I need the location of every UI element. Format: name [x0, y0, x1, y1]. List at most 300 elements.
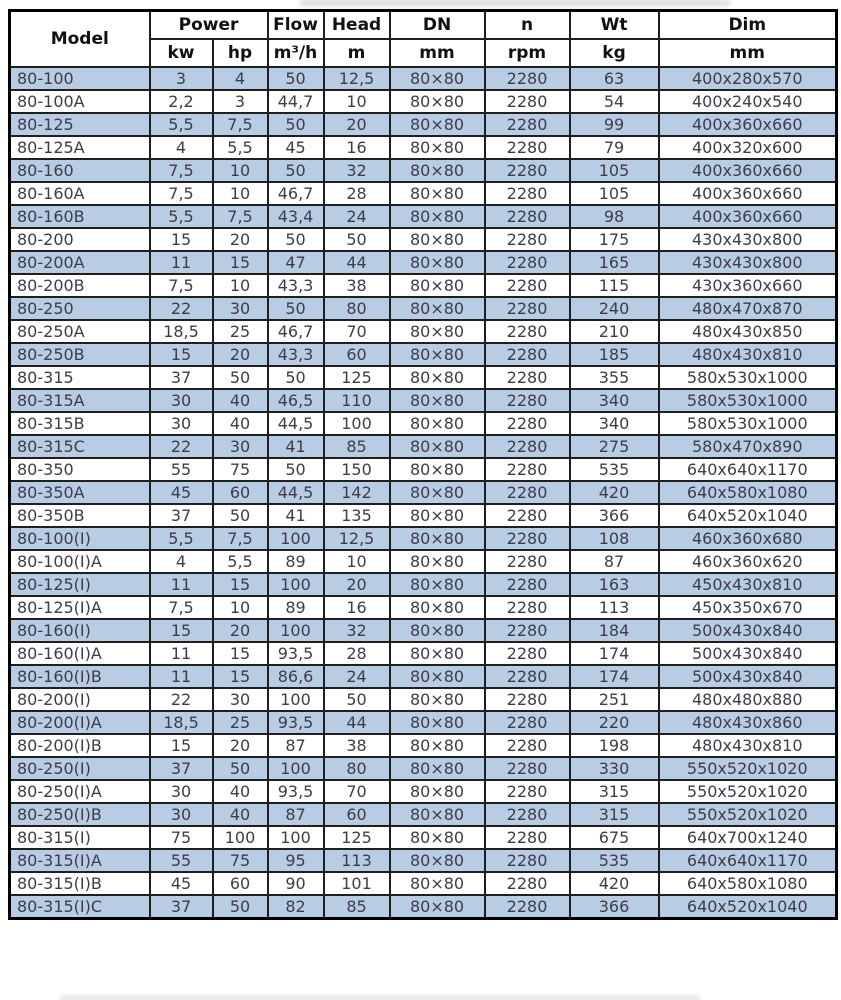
cell-dn: 80×80 [390, 688, 485, 711]
table-row [10, 757, 837, 780]
table-row [10, 274, 837, 297]
cell-hp: 7,5 [213, 113, 268, 136]
cell-dim: 500x430x840 [659, 642, 837, 665]
table-row [10, 320, 837, 343]
table-row [10, 251, 837, 274]
cell-wt: 675 [570, 826, 659, 849]
cell-kw: 15 [150, 228, 213, 251]
cell-hp: 7,5 [213, 205, 268, 228]
cell-kw: 75 [150, 826, 213, 849]
cell-dim: 480x430x810 [659, 343, 837, 366]
cropped-text-artifact-top [300, 0, 730, 6]
cell-kw: 7,5 [150, 159, 213, 182]
header-row-titles [10, 11, 837, 40]
cell-wt: 184 [570, 619, 659, 642]
cell-model: 80-315B [10, 412, 150, 435]
cell-head: 12,5 [324, 67, 390, 90]
cell-dn: 80×80 [390, 780, 485, 803]
cell-rpm: 2280 [485, 343, 570, 366]
cell-hp: 10 [213, 274, 268, 297]
cell-rpm: 2280 [485, 274, 570, 297]
table-row [10, 550, 837, 573]
cell-head: 150 [324, 458, 390, 481]
table-row [10, 642, 837, 665]
cell-model: 80-200(I) [10, 688, 150, 711]
header-dim: Dim [659, 11, 837, 40]
table-row [10, 297, 837, 320]
cell-dim: 580x470x890 [659, 435, 837, 458]
cell-model: 80-315 [10, 366, 150, 389]
cell-kw: 2,2 [150, 90, 213, 113]
cell-rpm: 2280 [485, 849, 570, 872]
cell-model: 80-125A [10, 136, 150, 159]
cell-head: 60 [324, 343, 390, 366]
table-row [10, 895, 837, 919]
cell-dn: 80×80 [390, 297, 485, 320]
cell-wt: 87 [570, 550, 659, 573]
cell-head: 16 [324, 596, 390, 619]
cell-dim: 400x360x660 [659, 182, 837, 205]
cell-hp: 60 [213, 872, 268, 895]
cell-wt: 163 [570, 573, 659, 596]
cell-rpm: 2280 [485, 573, 570, 596]
table-row [10, 780, 837, 803]
cell-rpm: 2280 [485, 435, 570, 458]
cell-dn: 80×80 [390, 412, 485, 435]
cell-wt: 420 [570, 481, 659, 504]
cell-dim: 480x430x850 [659, 320, 837, 343]
cell-hp: 25 [213, 320, 268, 343]
cell-dn: 80×80 [390, 435, 485, 458]
cell-dim: 580x530x1000 [659, 366, 837, 389]
cell-flow: 100 [268, 826, 324, 849]
cell-dn: 80×80 [390, 343, 485, 366]
cell-rpm: 2280 [485, 596, 570, 619]
cell-kw: 18,5 [150, 711, 213, 734]
cell-dim: 400x360x660 [659, 159, 837, 182]
table-row [10, 182, 837, 205]
header-unit-n: rpm [485, 39, 570, 67]
cell-wt: 535 [570, 458, 659, 481]
cell-kw: 15 [150, 734, 213, 757]
cell-model: 80-200B [10, 274, 150, 297]
cell-dim: 480x430x860 [659, 711, 837, 734]
header-unit-flow: m³/h [268, 39, 324, 67]
cell-head: 24 [324, 665, 390, 688]
cell-wt: 108 [570, 527, 659, 550]
cell-dim: 550x520x1020 [659, 780, 837, 803]
cell-kw: 4 [150, 136, 213, 159]
cell-dn: 80×80 [390, 90, 485, 113]
cell-rpm: 2280 [485, 67, 570, 90]
cell-model: 80-160(I) [10, 619, 150, 642]
cell-rpm: 2280 [485, 113, 570, 136]
cell-flow: 100 [268, 688, 324, 711]
cell-hp: 50 [213, 757, 268, 780]
cell-head: 28 [324, 642, 390, 665]
cell-flow: 87 [268, 734, 324, 757]
cell-kw: 37 [150, 895, 213, 919]
cell-flow: 100 [268, 573, 324, 596]
header-unit-wt: kg [570, 39, 659, 67]
table-row [10, 67, 837, 90]
cell-model: 80-250 [10, 297, 150, 320]
cell-head: 125 [324, 826, 390, 849]
table-row [10, 90, 837, 113]
cell-hp: 10 [213, 182, 268, 205]
cell-rpm: 2280 [485, 504, 570, 527]
cell-dn: 80×80 [390, 665, 485, 688]
cell-model: 80-160 [10, 159, 150, 182]
cell-wt: 366 [570, 895, 659, 919]
cell-rpm: 2280 [485, 251, 570, 274]
cell-dim: 450x350x670 [659, 596, 837, 619]
cell-dim: 430x360x660 [659, 274, 837, 297]
cell-model: 80-100A [10, 90, 150, 113]
cell-hp: 15 [213, 251, 268, 274]
cell-kw: 5,5 [150, 205, 213, 228]
cell-flow: 47 [268, 251, 324, 274]
cell-head: 10 [324, 90, 390, 113]
header-unit-dim: mm [659, 39, 837, 67]
cell-head: 10 [324, 550, 390, 573]
cropped-text-artifact-bottom [60, 996, 700, 1000]
cell-model: 80-160(I)B [10, 665, 150, 688]
cell-kw: 30 [150, 803, 213, 826]
cell-flow: 45 [268, 136, 324, 159]
cell-kw: 37 [150, 366, 213, 389]
cell-dim: 400x360x660 [659, 113, 837, 136]
cell-rpm: 2280 [485, 320, 570, 343]
cell-kw: 45 [150, 481, 213, 504]
cell-flow: 95 [268, 849, 324, 872]
cell-wt: 330 [570, 757, 659, 780]
cell-model: 80-315(I)A [10, 849, 150, 872]
pump-spec-table [8, 9, 838, 920]
cell-dim: 460x360x680 [659, 527, 837, 550]
cell-dn: 80×80 [390, 504, 485, 527]
cell-model: 80-160A [10, 182, 150, 205]
cell-wt: 220 [570, 711, 659, 734]
cell-flow: 93,5 [268, 711, 324, 734]
table-row [10, 389, 837, 412]
cell-hp: 30 [213, 297, 268, 320]
cell-flow: 87 [268, 803, 324, 826]
cell-model: 80-315C [10, 435, 150, 458]
cell-kw: 11 [150, 665, 213, 688]
cell-model: 80-250A [10, 320, 150, 343]
cell-rpm: 2280 [485, 872, 570, 895]
cell-hp: 20 [213, 619, 268, 642]
cell-wt: 99 [570, 113, 659, 136]
cell-dn: 80×80 [390, 67, 485, 90]
cell-dim: 400x280x570 [659, 67, 837, 90]
cell-hp: 25 [213, 711, 268, 734]
cell-kw: 11 [150, 573, 213, 596]
cell-dn: 80×80 [390, 113, 485, 136]
cell-wt: 315 [570, 803, 659, 826]
cell-head: 24 [324, 205, 390, 228]
cell-hp: 10 [213, 159, 268, 182]
cell-model: 80-160(I)A [10, 642, 150, 665]
cell-head: 113 [324, 849, 390, 872]
cell-kw: 7,5 [150, 182, 213, 205]
cell-hp: 100 [213, 826, 268, 849]
cell-dn: 80×80 [390, 251, 485, 274]
cell-dim: 400x240x540 [659, 90, 837, 113]
cell-dn: 80×80 [390, 458, 485, 481]
table-row [10, 205, 837, 228]
cell-hp: 4 [213, 67, 268, 90]
cell-hp: 50 [213, 366, 268, 389]
cell-hp: 50 [213, 895, 268, 919]
cell-dim: 550x520x1020 [659, 803, 837, 826]
cell-model: 80-200(I)A [10, 711, 150, 734]
cell-wt: 105 [570, 182, 659, 205]
header-dn: DN [390, 11, 485, 40]
cell-flow: 50 [268, 159, 324, 182]
cell-wt: 165 [570, 251, 659, 274]
table-row [10, 159, 837, 182]
header-unit-head: m [324, 39, 390, 67]
cell-head: 44 [324, 711, 390, 734]
cell-dim: 500x430x840 [659, 665, 837, 688]
cell-flow: 44,5 [268, 412, 324, 435]
cell-rpm: 2280 [485, 412, 570, 435]
cell-head: 16 [324, 136, 390, 159]
header-flow: Flow [268, 11, 324, 40]
cell-kw: 7,5 [150, 274, 213, 297]
cell-kw: 4 [150, 550, 213, 573]
cell-rpm: 2280 [485, 711, 570, 734]
cell-kw: 30 [150, 780, 213, 803]
cell-model: 80-200(I)B [10, 734, 150, 757]
cell-kw: 18,5 [150, 320, 213, 343]
cell-rpm: 2280 [485, 527, 570, 550]
table-row [10, 619, 837, 642]
table-row [10, 435, 837, 458]
cell-dn: 80×80 [390, 711, 485, 734]
cell-hp: 15 [213, 573, 268, 596]
cell-flow: 50 [268, 458, 324, 481]
cell-dim: 480x470x870 [659, 297, 837, 320]
cell-flow: 46,7 [268, 182, 324, 205]
cell-flow: 50 [268, 228, 324, 251]
cell-dn: 80×80 [390, 872, 485, 895]
cell-dim: 580x530x1000 [659, 412, 837, 435]
cell-flow: 100 [268, 757, 324, 780]
cell-rpm: 2280 [485, 734, 570, 757]
cell-hp: 75 [213, 849, 268, 872]
cell-flow: 43,3 [268, 274, 324, 297]
cell-hp: 7,5 [213, 527, 268, 550]
cell-head: 60 [324, 803, 390, 826]
cell-dim: 400x360x660 [659, 205, 837, 228]
cell-flow: 90 [268, 872, 324, 895]
cell-flow: 50 [268, 67, 324, 90]
cell-dim: 640x520x1040 [659, 895, 837, 919]
table-row [10, 688, 837, 711]
cell-head: 12,5 [324, 527, 390, 550]
cell-head: 44 [324, 251, 390, 274]
cell-flow: 44,5 [268, 481, 324, 504]
cell-model: 80-100 [10, 67, 150, 90]
cell-rpm: 2280 [485, 366, 570, 389]
table-row [10, 573, 837, 596]
cell-kw: 22 [150, 435, 213, 458]
cell-wt: 115 [570, 274, 659, 297]
cell-dim: 640x640x1170 [659, 849, 837, 872]
cell-wt: 185 [570, 343, 659, 366]
cell-kw: 15 [150, 343, 213, 366]
cell-model: 80-200 [10, 228, 150, 251]
cell-dim: 580x530x1000 [659, 389, 837, 412]
header-wt: Wt [570, 11, 659, 40]
cell-flow: 100 [268, 527, 324, 550]
header-head: Head [324, 11, 390, 40]
cell-rpm: 2280 [485, 481, 570, 504]
cell-dn: 80×80 [390, 527, 485, 550]
cell-model: 80-250B [10, 343, 150, 366]
cell-wt: 315 [570, 780, 659, 803]
cell-dn: 80×80 [390, 550, 485, 573]
cell-hp: 20 [213, 734, 268, 757]
cell-dim: 430x430x800 [659, 251, 837, 274]
cell-head: 28 [324, 182, 390, 205]
cell-dn: 80×80 [390, 803, 485, 826]
cell-model: 80-100(I)A [10, 550, 150, 573]
cell-wt: 420 [570, 872, 659, 895]
cell-dn: 80×80 [390, 596, 485, 619]
cell-kw: 11 [150, 251, 213, 274]
table-row [10, 366, 837, 389]
cell-dn: 80×80 [390, 159, 485, 182]
table-row [10, 504, 837, 527]
cell-dim: 640x700x1240 [659, 826, 837, 849]
cell-hp: 30 [213, 688, 268, 711]
cell-rpm: 2280 [485, 389, 570, 412]
cell-hp: 50 [213, 504, 268, 527]
cell-head: 125 [324, 366, 390, 389]
cell-head: 80 [324, 297, 390, 320]
cell-wt: 355 [570, 366, 659, 389]
table-row [10, 872, 837, 895]
cell-head: 50 [324, 228, 390, 251]
table-row [10, 136, 837, 159]
cell-model: 80-315(I)C [10, 895, 150, 919]
cell-wt: 79 [570, 136, 659, 159]
cell-kw: 37 [150, 504, 213, 527]
cell-dim: 640x580x1080 [659, 872, 837, 895]
cell-hp: 3 [213, 90, 268, 113]
header-n: n [485, 11, 570, 40]
table-row [10, 711, 837, 734]
cell-kw: 30 [150, 389, 213, 412]
cell-flow: 41 [268, 435, 324, 458]
cell-kw: 55 [150, 458, 213, 481]
cell-model: 80-315A [10, 389, 150, 412]
cell-wt: 340 [570, 389, 659, 412]
cell-hp: 20 [213, 228, 268, 251]
cell-wt: 63 [570, 67, 659, 90]
cell-dim: 500x430x840 [659, 619, 837, 642]
cell-kw: 5,5 [150, 113, 213, 136]
cell-wt: 54 [570, 90, 659, 113]
cell-wt: 275 [570, 435, 659, 458]
table-header [10, 11, 837, 68]
cell-hp: 5,5 [213, 550, 268, 573]
cell-wt: 98 [570, 205, 659, 228]
header-model: Model [10, 11, 150, 68]
cell-hp: 40 [213, 780, 268, 803]
cell-rpm: 2280 [485, 642, 570, 665]
cell-head: 20 [324, 573, 390, 596]
cell-kw: 15 [150, 619, 213, 642]
cell-hp: 5,5 [213, 136, 268, 159]
cell-wt: 174 [570, 642, 659, 665]
cell-rpm: 2280 [485, 297, 570, 320]
cell-hp: 40 [213, 389, 268, 412]
cell-wt: 340 [570, 412, 659, 435]
cell-model: 80-125(I)A [10, 596, 150, 619]
cell-flow: 50 [268, 113, 324, 136]
cell-kw: 5,5 [150, 527, 213, 550]
cell-dim: 550x520x1020 [659, 757, 837, 780]
cell-kw: 11 [150, 642, 213, 665]
cell-hp: 30 [213, 435, 268, 458]
cell-wt: 210 [570, 320, 659, 343]
cell-dn: 80×80 [390, 642, 485, 665]
cell-dn: 80×80 [390, 895, 485, 919]
cell-flow: 46,7 [268, 320, 324, 343]
cell-dim: 450x430x810 [659, 573, 837, 596]
cell-head: 142 [324, 481, 390, 504]
cell-flow: 89 [268, 596, 324, 619]
cell-flow: 82 [268, 895, 324, 919]
cell-flow: 100 [268, 619, 324, 642]
cell-flow: 89 [268, 550, 324, 573]
cell-flow: 50 [268, 297, 324, 320]
cell-hp: 75 [213, 458, 268, 481]
cell-flow: 86,6 [268, 665, 324, 688]
cell-model: 80-100(I) [10, 527, 150, 550]
cell-dn: 80×80 [390, 366, 485, 389]
cell-rpm: 2280 [485, 780, 570, 803]
cell-rpm: 2280 [485, 803, 570, 826]
cell-dim: 480x480x880 [659, 688, 837, 711]
cell-head: 70 [324, 780, 390, 803]
header-unit-hp: hp [213, 39, 268, 67]
cell-dn: 80×80 [390, 734, 485, 757]
cell-kw: 45 [150, 872, 213, 895]
cell-rpm: 2280 [485, 757, 570, 780]
cell-head: 101 [324, 872, 390, 895]
cell-rpm: 2280 [485, 895, 570, 919]
cell-dim: 640x580x1080 [659, 481, 837, 504]
header-unit-dn: mm [390, 39, 485, 67]
cell-dim: 460x360x620 [659, 550, 837, 573]
cell-wt: 535 [570, 849, 659, 872]
cell-kw: 22 [150, 297, 213, 320]
cell-flow: 50 [268, 366, 324, 389]
cell-model: 80-315(I) [10, 826, 150, 849]
cell-wt: 198 [570, 734, 659, 757]
cell-head: 80 [324, 757, 390, 780]
table-body [10, 67, 837, 919]
table-row [10, 228, 837, 251]
cell-model: 80-200A [10, 251, 150, 274]
cell-hp: 40 [213, 803, 268, 826]
